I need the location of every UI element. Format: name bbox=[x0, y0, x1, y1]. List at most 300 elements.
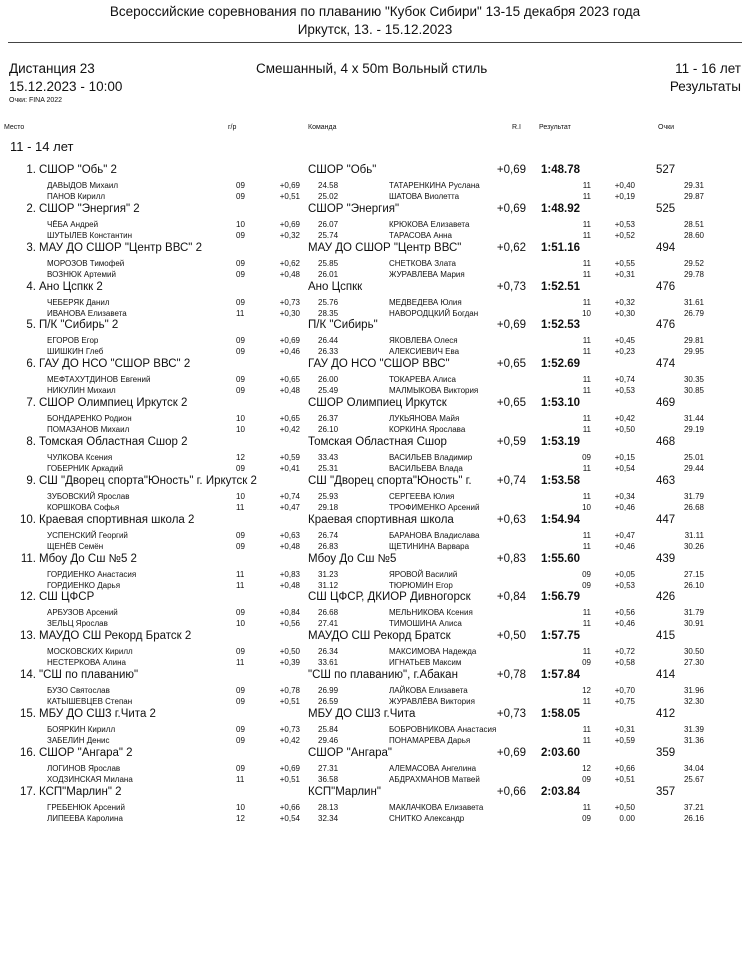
entry-place: 15. bbox=[20, 707, 36, 720]
swimmer-yob: 11 bbox=[582, 608, 591, 618]
swimmer-split: 33.43 bbox=[318, 452, 339, 462]
swimmer-split: 28.60 bbox=[683, 230, 704, 240]
swimmer-reaction: +0,19 bbox=[614, 192, 635, 201]
swimmer-name: ЛОГИНОВ Ярослав bbox=[47, 763, 121, 773]
results-label: Результаты bbox=[669, 79, 741, 94]
swimmer-name: НАВОРОДЦКИЙ Богдан bbox=[389, 308, 479, 318]
entry-points: 426 bbox=[656, 591, 676, 604]
result-entry bbox=[0, 591, 750, 634]
entry-club: СШОР "Обь" bbox=[308, 164, 377, 176]
swimmer-split: 31.36 bbox=[683, 735, 704, 745]
swimmer-yob: 09 bbox=[236, 686, 245, 696]
entry-points: 414 bbox=[656, 669, 676, 682]
swimmer-reaction: +0,42 bbox=[614, 414, 635, 424]
swimmer-reaction: +0,15 bbox=[614, 452, 635, 462]
swimmer-split: 31.44 bbox=[683, 414, 704, 424]
swimmer-reaction: +0,55 bbox=[614, 258, 635, 268]
entry-points: 474 bbox=[656, 358, 676, 371]
entry-reaction: +0,69 bbox=[496, 164, 526, 176]
swimmer-name: МЕДВЕДЕВА Юлия bbox=[389, 297, 462, 307]
swimmer-reaction: +0,75 bbox=[614, 697, 635, 707]
swimmer-yob: 09 bbox=[236, 258, 245, 268]
swimmer-reaction: +0,52 bbox=[614, 230, 635, 240]
swimmer-split: 30.85 bbox=[683, 386, 704, 396]
swimmer-reaction: +0,30 bbox=[614, 308, 635, 318]
event-name: Смешанный, 4 x 50m Вольный стиль bbox=[256, 61, 488, 76]
swimmer-name: СНЕТКОВА Злата bbox=[389, 258, 456, 268]
swimmer-yob: 11 bbox=[582, 336, 591, 346]
entry-club: ГАУ ДО НСО "СШОР ВВС" bbox=[308, 358, 450, 371]
swimmer-split: 29.46 bbox=[318, 735, 339, 745]
entry-place: 17. bbox=[20, 785, 36, 798]
entry-result: 1:48.78 bbox=[541, 164, 581, 176]
entry-points: 525 bbox=[656, 202, 676, 215]
swimmer-yob: 09 bbox=[236, 647, 245, 657]
swimmer-reaction: +0,65 bbox=[279, 414, 300, 424]
swimmer-yob: 12 bbox=[582, 763, 591, 773]
swimmer-split: 33.61 bbox=[318, 658, 339, 668]
swimmer-split: 30.50 bbox=[683, 647, 704, 657]
entry-place: 3. bbox=[26, 241, 36, 254]
swimmer-reaction: +0,45 bbox=[614, 336, 635, 346]
swimmer-yob: 09 bbox=[236, 230, 245, 240]
swimmer-reaction: +0,32 bbox=[279, 230, 300, 240]
swimmer-split: 26.44 bbox=[318, 336, 339, 346]
entry-place: 1. bbox=[26, 164, 36, 176]
result-entry bbox=[0, 203, 750, 246]
result-entry bbox=[0, 242, 750, 285]
swimmer-reaction: +0,83 bbox=[279, 569, 300, 579]
swimmer-yob: 09 bbox=[236, 541, 245, 551]
swimmer-name: ЖУРАВЛЁВА Виктория bbox=[389, 697, 475, 707]
swimmer-name: БОБРОВНИКОВА Анастасия bbox=[389, 724, 497, 734]
swimmer-name: ПАНОВ Кирилл bbox=[47, 192, 106, 201]
swimmer-split: 26.79 bbox=[683, 308, 704, 318]
entry-team-name: Ано Цспкк 2 bbox=[39, 280, 103, 293]
swimmer-split: 26.59 bbox=[318, 697, 339, 707]
swimmer-yob: 09 bbox=[236, 297, 245, 307]
entry-club: КСП"Марлин" bbox=[308, 785, 381, 798]
swimmer-yob: 10 bbox=[236, 619, 245, 629]
swimmer-name: ПОМАЗАНОВ Михаил bbox=[47, 425, 130, 435]
swimmer-reaction: +0,51 bbox=[279, 697, 300, 707]
swimmer-reaction: +0,62 bbox=[279, 258, 300, 268]
swimmer-name: ЯРОВОЙ Василий bbox=[389, 569, 458, 579]
swimmer-reaction: +0,59 bbox=[279, 452, 300, 462]
column-points: Очки bbox=[658, 124, 675, 131]
entry-club: Краевая спортивная школа bbox=[308, 513, 454, 526]
entry-result: 1:57.84 bbox=[541, 669, 581, 682]
swimmer-split: 26.68 bbox=[683, 502, 704, 512]
swimmer-split: 34.04 bbox=[683, 763, 704, 773]
entry-reaction: +0,78 bbox=[496, 669, 526, 682]
entry-club: МАУ ДО СШОР "Центр ВВС" bbox=[308, 241, 462, 254]
swimmer-yob: 10 bbox=[582, 502, 591, 512]
swimmer-name: ЛУКЬЯНОВА Майя bbox=[389, 414, 460, 424]
swimmer-split: 26.37 bbox=[318, 414, 339, 424]
swimmer-split: 29.18 bbox=[318, 502, 339, 512]
entry-club: "СШ по плаванию", г.Абакан bbox=[308, 669, 458, 682]
swimmer-yob: 09 bbox=[582, 580, 591, 590]
swimmer-yob: 11 bbox=[582, 230, 591, 240]
swimmer-yob: 10 bbox=[236, 425, 245, 435]
swimmer-name: ЛИПЕЕВА Каролина bbox=[47, 813, 123, 823]
entry-place: 5. bbox=[26, 319, 36, 332]
swimmer-name: МОРОЗОВ Тимофей bbox=[47, 258, 125, 268]
entry-place: 14. bbox=[20, 669, 36, 682]
swimmer-split: 29.44 bbox=[683, 463, 704, 473]
result-entry bbox=[0, 514, 750, 557]
swimmer-reaction: +0,31 bbox=[614, 724, 635, 734]
swimmer-reaction: +0,47 bbox=[614, 530, 635, 540]
swimmer-name: БАРАНОВА Владислава bbox=[389, 530, 480, 540]
entry-result: 1:52.69 bbox=[541, 358, 581, 371]
swimmer-split: 31.61 bbox=[683, 297, 704, 307]
column-yob: г/р bbox=[228, 124, 237, 131]
swimmer-name: ТАРАСОВА Анна bbox=[389, 230, 452, 240]
swimmer-name: ТИМОШИНА Алиса bbox=[389, 619, 462, 629]
swimmer-split: 30.26 bbox=[683, 541, 704, 551]
swimmer-split: 26.01 bbox=[318, 269, 339, 279]
entry-club: СШОР Олимпиец Иркутск bbox=[308, 397, 447, 410]
swimmer-name: ЕГОРОВ Егор bbox=[47, 336, 99, 346]
event-ages: 11 - 16 лет bbox=[675, 61, 741, 76]
swimmer-name: НЕСТЕРКОВА Алина bbox=[47, 658, 126, 668]
swimmer-reaction: +0,48 bbox=[279, 269, 300, 279]
entry-result: 1:53.10 bbox=[541, 397, 581, 410]
result-entry bbox=[0, 319, 750, 362]
swimmer-split: 30.35 bbox=[683, 375, 704, 385]
swimmer-reaction: +0,74 bbox=[614, 375, 635, 385]
entry-reaction: +0,59 bbox=[496, 435, 526, 448]
swimmer-reaction: +0,56 bbox=[614, 608, 635, 618]
swimmer-reaction: +0,50 bbox=[614, 802, 635, 812]
swimmer-name: ЛАЙКОВА Елизавета bbox=[389, 686, 468, 696]
entry-team-name: Мбоу До Сш №5 2 bbox=[39, 552, 137, 565]
swimmer-split: 27.41 bbox=[318, 619, 339, 629]
swimmer-split: 25.49 bbox=[318, 386, 339, 396]
swimmer-reaction: +0,51 bbox=[614, 774, 635, 784]
swimmer-yob: 11 bbox=[236, 569, 245, 579]
swimmer-yob: 11 bbox=[582, 181, 591, 190]
swimmer-yob: 11 bbox=[236, 502, 245, 512]
swimmer-name: ЗЕЛЬЦ Ярослав bbox=[47, 619, 108, 629]
swimmer-yob: 09 bbox=[582, 569, 591, 579]
swimmer-name: ЗУБОВСКИЙ Ярослав bbox=[47, 491, 130, 501]
swimmer-reaction: +0,50 bbox=[279, 647, 300, 657]
swimmer-name: БОНДАРЕНКО Родион bbox=[47, 414, 132, 424]
swimmer-yob: 09 bbox=[236, 181, 245, 190]
swimmer-reaction: +0,70 bbox=[614, 686, 635, 696]
entry-points: 412 bbox=[656, 707, 676, 720]
swimmer-split: 29.81 bbox=[683, 336, 704, 346]
entry-result: 1:51.16 bbox=[541, 241, 581, 254]
swimmer-yob: 09 bbox=[236, 530, 245, 540]
swimmer-name: СНИТКО Александр bbox=[389, 813, 465, 823]
swimmer-reaction: +0,23 bbox=[614, 347, 635, 357]
swimmer-reaction: +0,34 bbox=[614, 491, 635, 501]
swimmer-name: СЕРГЕЕВА Юлия bbox=[389, 491, 455, 501]
swimmer-split: 32.30 bbox=[683, 697, 704, 707]
swimmer-name: АРБУЗОВ Арсений bbox=[47, 608, 118, 618]
entry-place: 13. bbox=[20, 630, 36, 643]
entry-result: 1:53.19 bbox=[541, 435, 581, 448]
swimmer-reaction: +0,32 bbox=[614, 297, 635, 307]
entry-points: 468 bbox=[656, 435, 676, 448]
swimmer-reaction: +0,58 bbox=[614, 658, 635, 668]
swimmer-reaction: +0,66 bbox=[279, 802, 300, 812]
swimmer-reaction: +0,54 bbox=[279, 813, 300, 823]
entry-result: 1:56.79 bbox=[541, 591, 581, 604]
swimmer-split: 27.30 bbox=[683, 658, 704, 668]
swimmer-split: 32.34 bbox=[318, 813, 339, 823]
swimmer-yob: 09 bbox=[236, 463, 245, 473]
swimmer-name: НИКУЛИН Михаил bbox=[47, 386, 116, 396]
swimmer-yob: 11 bbox=[582, 802, 591, 812]
swimmer-name: ГОБЕРНИК Аркадий bbox=[47, 463, 123, 473]
swimmer-yob: 10 bbox=[582, 308, 591, 318]
entry-reaction: +0,84 bbox=[496, 591, 526, 604]
swimmer-name: ГРЕБЕНЮК Арсений bbox=[47, 802, 125, 812]
entry-result: 1:54.94 bbox=[541, 513, 581, 526]
swimmer-yob: 11 bbox=[582, 192, 591, 201]
swimmer-split: 28.13 bbox=[318, 802, 339, 812]
swimmer-split: 27.31 bbox=[318, 763, 339, 773]
swimmer-name: ЧЁБА Андрей bbox=[47, 219, 99, 229]
entry-team-name: П/К "Сибирь" 2 bbox=[39, 319, 119, 332]
swimmer-yob: 11 bbox=[582, 541, 591, 551]
entry-team-name: СШ ЦФСР bbox=[39, 591, 95, 604]
column-result: Результат bbox=[539, 124, 571, 131]
entry-team-name: МБУ ДО СШ3 г.Чита 2 bbox=[39, 707, 156, 720]
swimmer-name: ИГНАТЬЕВ Максим bbox=[389, 658, 462, 668]
swimmer-name: МАКЛАЧКОВА Елизавета bbox=[389, 802, 484, 812]
swimmer-reaction: +0,54 bbox=[614, 463, 635, 473]
swimmer-split: 31.12 bbox=[318, 580, 339, 590]
entry-team-name: СШОР "Ангара" 2 bbox=[39, 746, 133, 759]
swimmer-split: 36.58 bbox=[318, 774, 339, 784]
entry-points: 463 bbox=[656, 474, 676, 487]
swimmer-reaction: +0,51 bbox=[279, 774, 300, 784]
swimmer-yob: 12 bbox=[236, 813, 245, 823]
result-entry bbox=[0, 164, 750, 207]
entry-result: 2:03.60 bbox=[541, 746, 581, 759]
swimmer-reaction: +0,42 bbox=[279, 735, 300, 745]
entry-place: 9. bbox=[26, 474, 36, 487]
swimmer-yob: 10 bbox=[236, 219, 245, 229]
swimmer-split: 31.79 bbox=[683, 608, 704, 618]
swimmer-split: 25.76 bbox=[318, 297, 339, 307]
swimmer-yob: 09 bbox=[236, 735, 245, 745]
swimmer-reaction: +0,40 bbox=[614, 181, 635, 190]
swimmer-yob: 09 bbox=[236, 347, 245, 357]
swimmer-yob: 11 bbox=[236, 580, 245, 590]
column-place: Место bbox=[4, 124, 25, 131]
swimmer-name: ЩЕНЁВ Семён bbox=[47, 541, 104, 551]
entry-points: 359 bbox=[656, 746, 676, 759]
swimmer-yob: 09 bbox=[236, 386, 245, 396]
swimmer-name: КАТЫШЕВЦЕВ Степан bbox=[47, 697, 133, 707]
swimmer-yob: 09 bbox=[236, 697, 245, 707]
swimmer-name: АЛЕКСИЕВИЧ Ева bbox=[389, 347, 460, 357]
swimmer-reaction: +0,42 bbox=[279, 425, 300, 435]
swimmer-name: ГОРДИЕНКО Анастасия bbox=[47, 569, 137, 579]
result-entry bbox=[0, 475, 750, 518]
swimmer-split: 31.11 bbox=[684, 530, 704, 540]
entry-place: 12. bbox=[20, 591, 36, 604]
swimmer-split: 26.83 bbox=[318, 541, 339, 551]
entry-points: 476 bbox=[656, 319, 676, 332]
result-entry bbox=[0, 553, 750, 596]
swimmer-split: 25.02 bbox=[318, 192, 339, 201]
swimmer-yob: 09 bbox=[236, 763, 245, 773]
result-entry bbox=[0, 436, 750, 479]
swimmer-split: 26.10 bbox=[683, 580, 704, 590]
swimmer-yob: 09 bbox=[236, 336, 245, 346]
swimmer-yob: 12 bbox=[236, 452, 245, 462]
result-entry bbox=[0, 358, 750, 401]
swimmer-yob: 09 bbox=[236, 192, 245, 201]
swimmer-name: ПОНАМАРЕВА Дарья bbox=[389, 735, 471, 745]
swimmer-reaction: +0,59 bbox=[614, 735, 635, 745]
entry-points: 439 bbox=[656, 552, 676, 565]
swimmer-split: 26.33 bbox=[318, 347, 339, 357]
entry-team-name: МАУ ДО СШОР "Центр ВВС" 2 bbox=[39, 241, 202, 254]
swimmer-name: ВАСИЛЬЕВ Владимир bbox=[389, 452, 473, 462]
swimmer-reaction: +0,72 bbox=[614, 647, 635, 657]
entry-team-name: МАУДО СШ Рекорд Братск 2 bbox=[39, 630, 192, 643]
column-ri: R.I bbox=[512, 124, 521, 131]
swimmer-name: ИВАНОВА Елизавета bbox=[47, 308, 127, 318]
swimmer-name: ХОДЗИНСКАЯ Милана bbox=[47, 774, 133, 784]
swimmer-split: 29.52 bbox=[683, 258, 704, 268]
swimmer-reaction: +0,39 bbox=[279, 658, 300, 668]
entry-place: 2. bbox=[26, 202, 36, 215]
swimmer-reaction: +0,74 bbox=[279, 491, 300, 501]
swimmer-yob: 11 bbox=[236, 774, 245, 784]
entry-club: СШ ЦФСР, ДКИОР Дивногорск bbox=[308, 591, 471, 604]
swimmer-reaction: +0,46 bbox=[614, 502, 635, 512]
swimmer-yob: 11 bbox=[582, 724, 591, 734]
entry-club: СШ "Дворец спорта"Юность" г. bbox=[308, 474, 472, 487]
swimmer-name: МЕФТАХУТДИНОВ Евгений bbox=[47, 375, 151, 385]
swimmer-yob: 11 bbox=[582, 619, 591, 629]
swimmer-yob: 11 bbox=[582, 258, 591, 268]
entry-team-name: СШОР "Энергия" 2 bbox=[39, 202, 140, 215]
header-divider bbox=[8, 42, 742, 43]
swimmer-yob: 10 bbox=[236, 491, 245, 501]
entry-reaction: +0,63 bbox=[496, 513, 526, 526]
column-team: Команда bbox=[308, 124, 337, 131]
swimmer-yob: 11 bbox=[582, 530, 591, 540]
entry-club: П/К "Сибирь" bbox=[308, 319, 378, 332]
swimmer-reaction: +0,73 bbox=[279, 724, 300, 734]
result-entry bbox=[0, 281, 750, 324]
entry-result: 2:03.84 bbox=[541, 785, 581, 798]
entry-club: Томская Областная Сшор bbox=[308, 435, 447, 448]
swimmer-yob: 10 bbox=[236, 414, 245, 424]
swimmer-reaction: +0,53 bbox=[614, 386, 635, 396]
swimmer-split: 29.19 bbox=[683, 425, 704, 435]
swimmer-name: БОЯРКИН Кирилл bbox=[47, 724, 116, 734]
swimmer-reaction: +0,69 bbox=[279, 181, 300, 190]
swimmer-split: 28.51 bbox=[683, 219, 704, 229]
entry-place: 7. bbox=[26, 397, 36, 410]
swimmer-reaction: +0,46 bbox=[614, 541, 635, 551]
swimmer-reaction: 0.00 bbox=[619, 813, 635, 823]
swimmer-split: 26.34 bbox=[318, 647, 339, 657]
swimmer-reaction: +0,53 bbox=[614, 219, 635, 229]
swimmer-yob: 09 bbox=[236, 269, 245, 279]
result-entry bbox=[0, 747, 750, 790]
entry-club: МБУ ДО СШ3 г.Чита bbox=[308, 707, 416, 720]
swimmer-yob: 09 bbox=[582, 813, 591, 823]
swimmer-name: ТРОФИМЕНКО Арсений bbox=[389, 502, 480, 512]
swimmer-reaction: +0,69 bbox=[279, 336, 300, 346]
entry-club: СШОР "Ангара" bbox=[308, 746, 392, 759]
swimmer-name: ШИШКИН Глеб bbox=[47, 347, 104, 357]
swimmer-yob: 11 bbox=[582, 386, 591, 396]
swimmer-yob: 11 bbox=[582, 697, 591, 707]
swimmer-reaction: +0,48 bbox=[279, 541, 300, 551]
entry-place: 8. bbox=[26, 435, 36, 448]
swimmer-name: ЧЕБЕРЯК Данил bbox=[47, 297, 110, 307]
swimmer-name: МОСКОВСКИХ Кирилл bbox=[47, 647, 133, 657]
swimmer-split: 25.74 bbox=[318, 230, 339, 240]
swimmer-name: КОРШКОВА Софья bbox=[47, 502, 120, 512]
swimmer-split: 29.95 bbox=[683, 347, 704, 357]
entry-reaction: +0,66 bbox=[496, 785, 526, 798]
entry-reaction: +0,62 bbox=[496, 241, 526, 254]
swimmer-yob: 09 bbox=[236, 375, 245, 385]
swimmer-yob: 11 bbox=[582, 491, 591, 501]
swimmer-yob: 09 bbox=[582, 658, 591, 668]
entry-team-name: "СШ по плаванию" bbox=[39, 669, 139, 682]
entry-place: 4. bbox=[26, 280, 36, 293]
entry-result: 1:58.05 bbox=[541, 707, 581, 720]
entry-result: 1:48.92 bbox=[541, 202, 581, 215]
swimmer-yob: 11 bbox=[582, 425, 591, 435]
swimmer-name: ТЮРЮМИН Егор bbox=[389, 580, 453, 590]
entry-reaction: +0,83 bbox=[496, 552, 526, 565]
swimmer-split: 26.16 bbox=[683, 813, 704, 823]
swimmer-reaction: +0,05 bbox=[614, 569, 635, 579]
swimmer-name: ЩЕТИНИНА Варвара bbox=[389, 541, 470, 551]
swimmer-reaction: +0,30 bbox=[279, 308, 300, 318]
swimmer-yob: 11 bbox=[582, 375, 591, 385]
swimmer-split: 26.10 bbox=[318, 425, 339, 435]
entry-reaction: +0,69 bbox=[496, 746, 526, 759]
entry-result: 1:52.51 bbox=[541, 280, 581, 293]
swimmer-name: МАЛМЫКОВА Виктория bbox=[389, 386, 479, 396]
entry-points: 415 bbox=[656, 630, 676, 643]
result-entry bbox=[0, 786, 750, 829]
swimmer-reaction: +0,69 bbox=[279, 763, 300, 773]
swimmer-split: 27.15 bbox=[683, 569, 704, 579]
swimmer-split: 30.91 bbox=[683, 619, 704, 629]
swimmer-name: ДАВЫДОВ Михаил bbox=[47, 181, 118, 190]
entry-points: 494 bbox=[656, 241, 676, 254]
swimmer-reaction: +0,48 bbox=[279, 580, 300, 590]
swimmer-reaction: +0,31 bbox=[614, 269, 635, 279]
swimmer-name: КОРКИНА Ярослава bbox=[389, 425, 466, 435]
swimmer-yob: 11 bbox=[582, 347, 591, 357]
swimmer-name: АЛЕМАСОВА Ангелина bbox=[389, 763, 477, 773]
swimmer-yob: 09 bbox=[236, 724, 245, 734]
swimmer-name: МЕЛЬНИКОВА Ксения bbox=[389, 608, 473, 618]
swimmer-yob: 11 bbox=[582, 647, 591, 657]
entry-club: Мбоу До Сш №5 bbox=[308, 552, 397, 565]
